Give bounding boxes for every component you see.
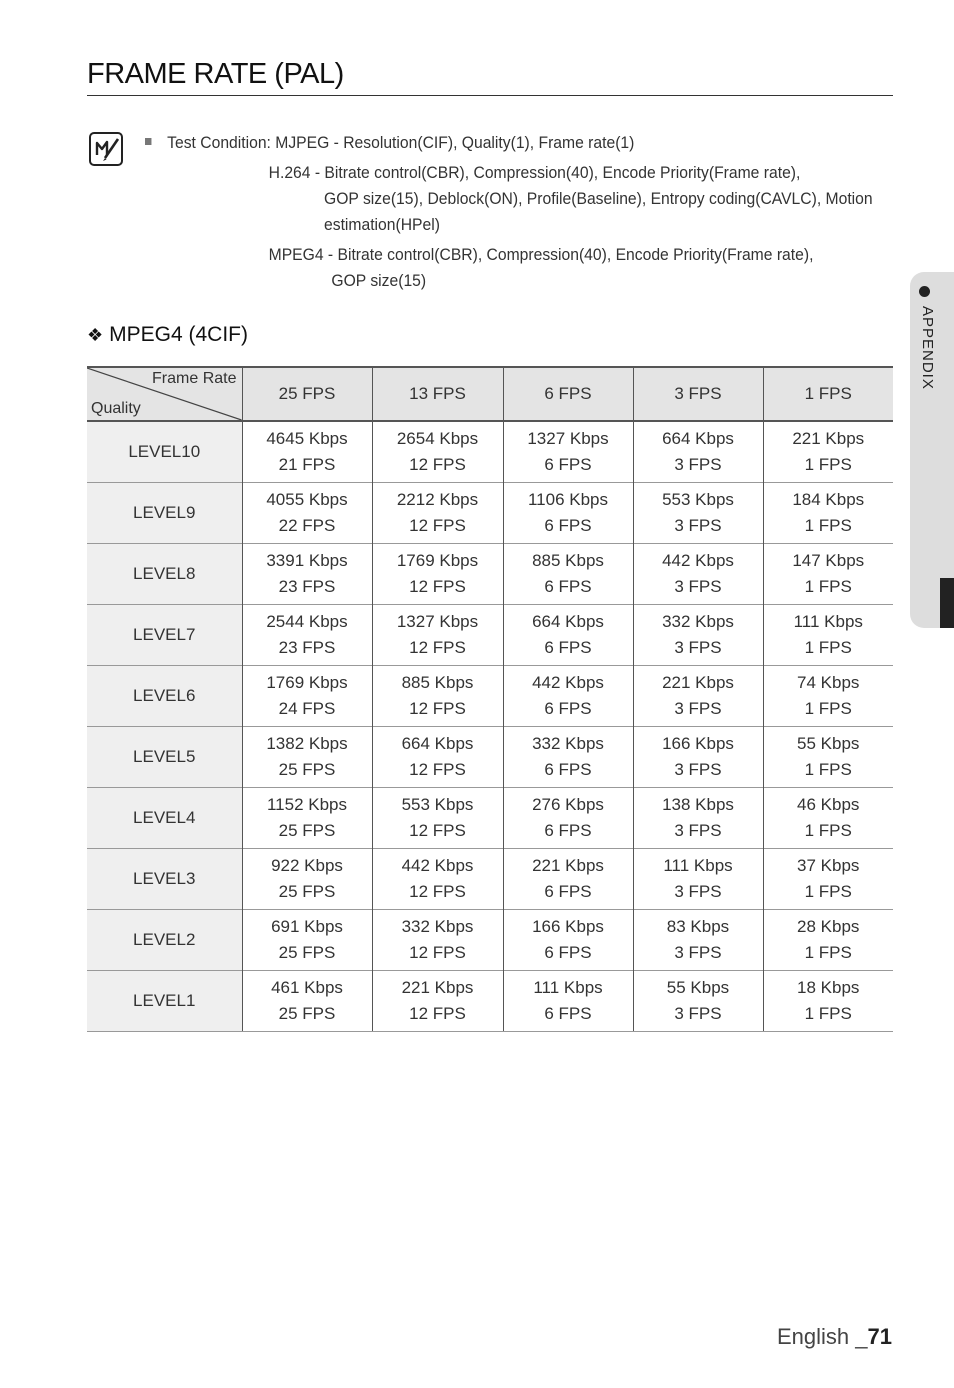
fps-value: 12 FPS — [409, 638, 466, 657]
fps-value: 12 FPS — [409, 455, 466, 474]
table-cell — [763, 910, 893, 971]
fps-value: 1 FPS — [804, 577, 852, 596]
bitrate-value: 664 Kbps — [401, 734, 474, 753]
page-footer — [777, 1324, 892, 1350]
quality-level-cell: LEVEL5 — [87, 727, 242, 788]
bullet-dot-icon — [919, 286, 930, 297]
table-row — [87, 910, 893, 971]
table-row — [87, 971, 893, 1032]
bitrate-value: 553 Kbps — [401, 795, 474, 814]
table-cell — [633, 788, 763, 849]
fps-value: 3 FPS — [674, 760, 722, 779]
quality-level-cell: LEVEL10 — [87, 421, 242, 483]
table-cell — [372, 483, 503, 544]
title-divider — [87, 95, 893, 96]
appendix-side-tab — [910, 272, 954, 628]
fps-value: 12 FPS — [409, 943, 466, 962]
fps-value: 1 FPS — [804, 1004, 852, 1023]
table-cell — [242, 788, 372, 849]
table-row — [87, 544, 893, 605]
table-cell — [633, 727, 763, 788]
fps-value: 6 FPS — [544, 943, 592, 962]
table-row — [87, 605, 893, 666]
bitrate-value: 55 Kbps — [666, 978, 730, 997]
fps-value: 12 FPS — [409, 882, 466, 901]
fps-value: 6 FPS — [544, 455, 592, 474]
bitrate-value: 111 Kbps — [533, 978, 603, 997]
column-header: 25 FPS — [242, 367, 372, 421]
bitrate-value: 2544 Kbps — [266, 612, 348, 631]
bitrate-value: 442 Kbps — [401, 856, 474, 875]
fps-value: 12 FPS — [409, 821, 466, 840]
bitrate-value: 1106 Kbps — [527, 490, 609, 509]
bitrate-value: 4055 Kbps — [266, 490, 348, 509]
fps-value: 24 FPS — [278, 699, 336, 718]
column-header: 6 FPS — [503, 367, 633, 421]
bitrate-value: 111 Kbps — [793, 612, 863, 631]
table-cell — [763, 666, 893, 727]
fps-value: 25 FPS — [278, 760, 336, 779]
quality-level-cell: LEVEL9 — [87, 483, 242, 544]
note-pencil-icon — [88, 131, 124, 167]
table-cell — [242, 727, 372, 788]
fps-value: 1 FPS — [804, 455, 852, 474]
table-cell — [242, 605, 372, 666]
table-cell — [372, 788, 503, 849]
table-row — [87, 727, 893, 788]
quality-level-cell: LEVEL8 — [87, 544, 242, 605]
fps-value: 12 FPS — [409, 699, 466, 718]
section-heading — [87, 323, 248, 347]
bitrate-value: 1769 Kbps — [396, 551, 479, 570]
corner-label-quality: Quality — [91, 400, 141, 417]
bitrate-value: 276 Kbps — [532, 795, 604, 814]
fps-value: 1 FPS — [804, 943, 852, 962]
table-cell — [242, 544, 372, 605]
table-cell — [763, 605, 893, 666]
bitrate-value: 166 Kbps — [662, 734, 734, 753]
fps-value: 25 FPS — [278, 943, 336, 962]
bitrate-value: 83 Kbps — [666, 917, 730, 936]
table-cell — [633, 605, 763, 666]
side-tab-marker — [940, 578, 954, 628]
table-cell — [763, 483, 893, 544]
fps-value: 12 FPS — [409, 1004, 466, 1023]
table-cell — [503, 788, 633, 849]
table-header-row — [87, 367, 893, 421]
table-cell — [503, 849, 633, 910]
quality-level-cell: LEVEL1 — [87, 971, 242, 1032]
quality-level-cell: LEVEL2 — [87, 910, 242, 971]
fps-value: 1 FPS — [804, 638, 852, 657]
quality-level-cell: LEVEL3 — [87, 849, 242, 910]
bitrate-value: 664 Kbps — [662, 429, 734, 448]
fps-value: 3 FPS — [674, 1004, 722, 1023]
bitrate-value: 442 Kbps — [662, 551, 734, 570]
fps-value: 1 FPS — [804, 882, 852, 901]
bitrate-value: 1382 Kbps — [266, 734, 348, 753]
bitrate-value: 885 Kbps — [401, 673, 474, 692]
bitrate-value: 1769 Kbps — [266, 673, 348, 692]
table-cell — [763, 421, 893, 483]
table-cell — [372, 910, 503, 971]
fps-value: 22 FPS — [278, 516, 336, 535]
bitrate-value: 46 Kbps — [797, 795, 860, 814]
bitrate-value: 332 Kbps — [662, 612, 734, 631]
note-line-mpeg4-cont: GOP size(15) — [331, 271, 427, 290]
fps-value: 3 FPS — [674, 638, 722, 657]
bitrate-value: 221 Kbps — [532, 856, 604, 875]
table-cell — [503, 544, 633, 605]
column-header: 13 FPS — [372, 367, 503, 421]
table-cell — [763, 971, 893, 1032]
bitrate-value: 332 Kbps — [401, 917, 474, 936]
table-cell — [503, 727, 633, 788]
table-cell — [372, 421, 503, 483]
fps-value: 6 FPS — [544, 1004, 592, 1023]
table-cell — [242, 421, 372, 483]
bitrate-value: 691 Kbps — [271, 917, 343, 936]
table-cell — [503, 910, 633, 971]
note-line-mjpeg: Test Condition: MJPEG - Resolution(CIF), Quality(1), Frame rate(1) — [167, 133, 635, 152]
fps-value: 6 FPS — [544, 821, 592, 840]
fps-value: 3 FPS — [674, 577, 722, 596]
column-header: 3 FPS — [633, 367, 763, 421]
fps-value: 6 FPS — [544, 699, 592, 718]
corner-label-frame-rate: Frame Rate — [152, 370, 237, 387]
fps-value: 6 FPS — [544, 638, 592, 657]
fps-value: 6 FPS — [544, 760, 592, 779]
bitrate-value: 4645 Kbps — [266, 429, 348, 448]
table-cell — [372, 544, 503, 605]
fps-value: 3 FPS — [674, 516, 722, 535]
bitrate-value: 3391 Kbps — [266, 551, 348, 570]
table-cell — [633, 421, 763, 483]
fps-value: 23 FPS — [278, 638, 336, 657]
table-corner-header — [87, 367, 242, 421]
bitrate-value: 461 Kbps — [271, 978, 343, 997]
bitrate-value: 1152 Kbps — [266, 795, 348, 814]
note-line-h264: H.264 - Bitrate control(CBR), Compression(40), Encode Priority(Frame rate), — [268, 163, 801, 182]
bitrate-value: 332 Kbps — [532, 734, 604, 753]
diamond-bullet-icon: ❖ — [87, 325, 104, 345]
bitrate-value: 2654 Kbps — [396, 429, 479, 448]
bitrate-value: 74 Kbps — [797, 673, 860, 692]
table-cell — [372, 666, 503, 727]
table-cell — [503, 605, 633, 666]
table-cell — [503, 971, 633, 1032]
table-cell — [633, 483, 763, 544]
square-bullet-icon — [145, 138, 151, 145]
note-line-h264-cont2: estimation(HPel) — [324, 215, 440, 234]
table-cell — [503, 483, 633, 544]
table-cell — [763, 849, 893, 910]
page-title: FRAME RATE (PAL) — [87, 58, 344, 90]
fps-value: 3 FPS — [674, 882, 722, 901]
table-row — [87, 421, 893, 483]
table-row — [87, 849, 893, 910]
fps-value: 6 FPS — [544, 516, 592, 535]
bitrate-value: 184 Kbps — [792, 490, 865, 509]
fps-value: 6 FPS — [544, 882, 592, 901]
bitrate-value: 1327 Kbps — [527, 429, 609, 448]
bitrate-value: 55 Kbps — [797, 734, 860, 753]
fps-value: 3 FPS — [674, 455, 722, 474]
table-cell — [242, 910, 372, 971]
fps-value: 1 FPS — [804, 821, 852, 840]
table-cell — [372, 971, 503, 1032]
column-header: 1 FPS — [763, 367, 893, 421]
table-cell — [242, 849, 372, 910]
bitrate-value: 553 Kbps — [662, 490, 734, 509]
table-cell — [633, 666, 763, 727]
section-title: MPEG4 (4CIF) — [109, 323, 248, 346]
table-row — [87, 666, 893, 727]
bitrate-value: 138 Kbps — [662, 795, 734, 814]
bitrate-value: 1327 Kbps — [396, 612, 479, 631]
table-cell — [503, 666, 633, 727]
table-cell — [242, 483, 372, 544]
fps-value: 12 FPS — [409, 760, 466, 779]
fps-value: 3 FPS — [674, 699, 722, 718]
table-cell — [372, 727, 503, 788]
table-cell — [372, 605, 503, 666]
bitrate-value: 664 Kbps — [532, 612, 604, 631]
fps-value: 1 FPS — [804, 699, 852, 718]
table-cell — [763, 727, 893, 788]
fps-value: 12 FPS — [409, 516, 466, 535]
bitrate-value: 166 Kbps — [532, 917, 604, 936]
fps-value: 12 FPS — [409, 577, 466, 596]
quality-level-cell: LEVEL6 — [87, 666, 242, 727]
bitrate-value: 885 Kbps — [532, 551, 604, 570]
fps-value: 1 FPS — [804, 516, 852, 535]
bitrate-value: 147 Kbps — [792, 551, 865, 570]
bitrate-value: 111 Kbps — [663, 856, 733, 875]
bitrate-value: 221 Kbps — [401, 978, 474, 997]
note-line-mpeg4: MPEG4 - Bitrate control(CBR), Compression(40), Encode Priority(Frame rate), — [268, 245, 814, 264]
table-cell — [503, 421, 633, 483]
fps-value: 21 FPS — [278, 455, 336, 474]
bitrate-value: 442 Kbps — [532, 673, 604, 692]
quality-level-cell: LEVEL4 — [87, 788, 242, 849]
fps-value: 1 FPS — [804, 760, 852, 779]
table-cell — [242, 666, 372, 727]
side-tab-label: APPENDIX — [919, 306, 936, 390]
table-row — [87, 483, 893, 544]
bitrate-value: 2212 Kbps — [396, 490, 479, 509]
table-row — [87, 788, 893, 849]
table-cell — [763, 544, 893, 605]
table-cell — [633, 544, 763, 605]
note-line-h264-cont: GOP size(15), Deblock(ON), Profile(Baseline), Entropy coding(CAVLC), Motion — [324, 189, 873, 208]
fps-value: 25 FPS — [278, 1004, 336, 1023]
bitrate-value: 18 Kbps — [797, 978, 860, 997]
bitrate-value: 28 Kbps — [797, 917, 860, 936]
frame-rate-table — [87, 366, 893, 1032]
fps-value: 25 FPS — [278, 882, 336, 901]
bitrate-value: 922 Kbps — [271, 856, 343, 875]
table-cell — [242, 971, 372, 1032]
page-number: 71 — [867, 1324, 892, 1349]
fps-value: 3 FPS — [674, 821, 722, 840]
footer-language: English _ — [777, 1324, 868, 1349]
fps-value: 25 FPS — [278, 821, 336, 840]
table-cell — [633, 910, 763, 971]
table-cell — [633, 971, 763, 1032]
fps-value: 23 FPS — [278, 577, 336, 596]
bitrate-value: 37 Kbps — [797, 856, 860, 875]
fps-value: 3 FPS — [674, 943, 722, 962]
quality-level-cell: LEVEL7 — [87, 605, 242, 666]
bitrate-value: 221 Kbps — [792, 429, 865, 448]
fps-value: 6 FPS — [544, 577, 592, 596]
table-cell — [633, 849, 763, 910]
table-cell — [763, 788, 893, 849]
table-cell — [372, 849, 503, 910]
bitrate-value: 221 Kbps — [662, 673, 734, 692]
